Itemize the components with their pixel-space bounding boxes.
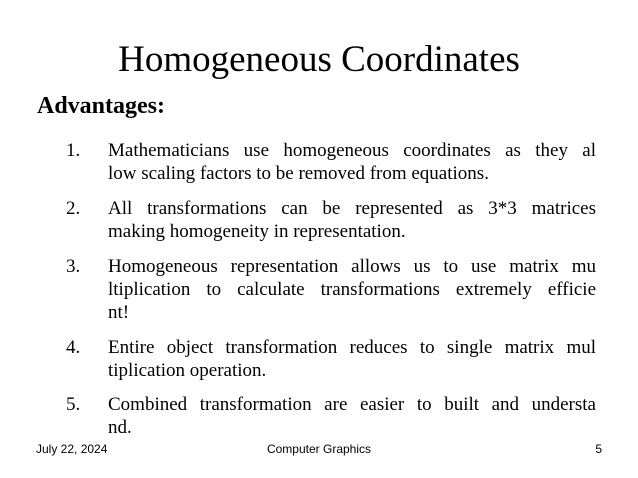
list-item-text	[108, 255, 596, 324]
list-item-number: 3.	[66, 256, 81, 277]
list-item-line: Homogeneous representation allows us to use matrix mu	[108, 256, 596, 277]
list-item-line: ltiplication to calculate transformations extremely efficie	[108, 279, 596, 300]
list-item-line: nd.	[108, 417, 132, 438]
list-item-text	[108, 393, 596, 439]
list-item-text	[108, 197, 596, 243]
list-item-text	[108, 336, 596, 382]
list-item-line: tiplication operation.	[108, 360, 267, 381]
list-item-number: 5.	[66, 394, 81, 415]
list-item-line: Mathematicians use homogeneous coordinates as they al	[108, 140, 596, 161]
list-item-line: low scaling factors to be removed from equations.	[108, 163, 489, 184]
slide-title: Homogeneous Coordinates	[118, 39, 520, 80]
list-item-line: All transformations can be represented as 3*3 matrices	[108, 198, 596, 219]
list-item-number: 4.	[66, 337, 81, 358]
page-number: 5	[595, 442, 602, 456]
list-item-text	[108, 139, 596, 185]
list-item-line: Entire object transformation reduces to single matrix mul	[108, 337, 596, 358]
footer-date: July 22, 2024	[36, 442, 108, 456]
slide-subheading: Advantages:	[37, 93, 166, 119]
list-item-number: 2.	[66, 198, 81, 219]
list-item-number: 1.	[66, 140, 81, 161]
footer-title: Computer Graphics	[266, 442, 372, 456]
list-item-line: nt!	[108, 302, 130, 323]
list-item-line: Combined transformation are easier to built and understa	[108, 394, 596, 415]
list-item-line: making homogeneity in representation.	[108, 221, 406, 242]
